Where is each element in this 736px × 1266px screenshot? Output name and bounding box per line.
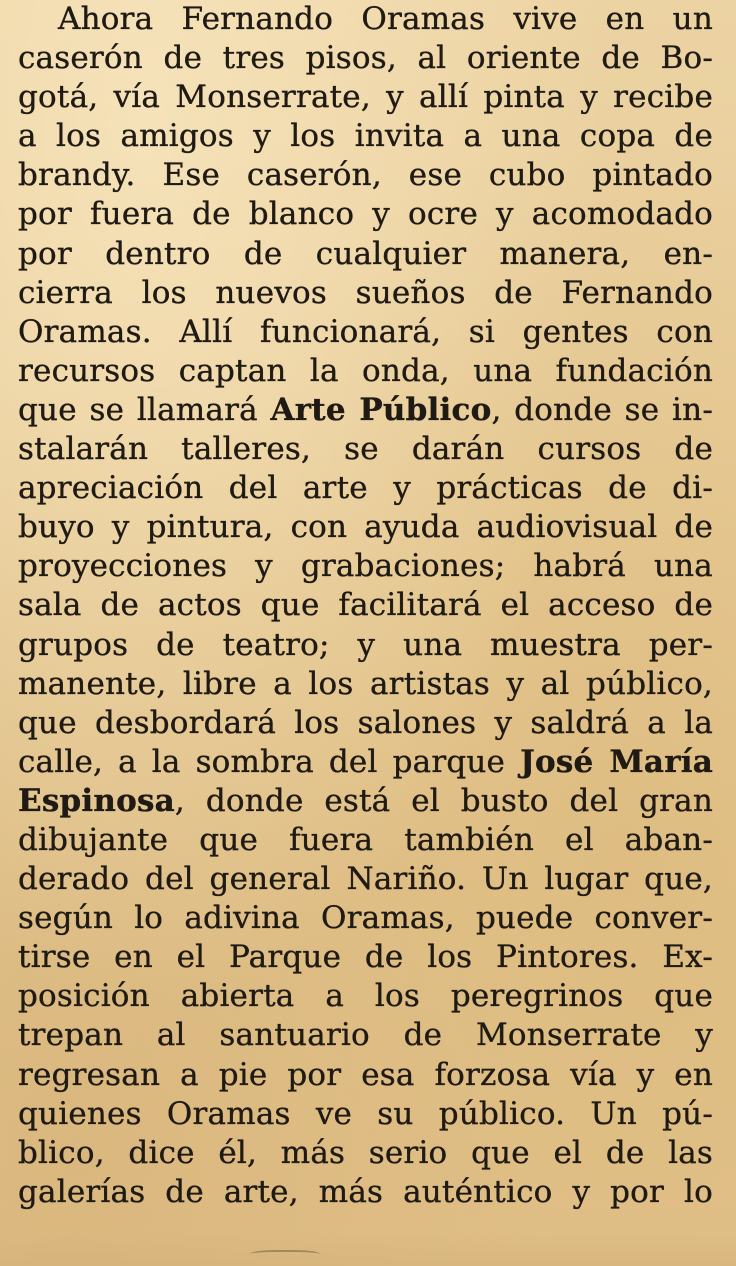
article-line-20: [18, 743, 713, 782]
article-line-2: caserón de tres pisos, al oriente de Bo-: [18, 40, 713, 77]
foundation-name: Arte Público: [270, 391, 492, 428]
article-line-15: proyecciones y grabaciones; habrá una: [18, 548, 713, 585]
article-line-1: Ahora Fernando Oramas vive en un: [58, 1, 713, 37]
paper-edge-shading: [0, 1232, 736, 1266]
article-line-13: apreciación del arte y prácticas de di-: [18, 470, 713, 507]
ink-scrap-mark: [250, 1250, 320, 1260]
park-name-last: Espinosa: [18, 782, 175, 819]
article-line-16: sala de actos que facilitará el acceso de: [18, 587, 713, 624]
article-line-6: por fuera de blanco y ocre y acomodado: [18, 196, 713, 233]
article-line-11-tail: , donde se in-: [491, 391, 713, 428]
article-line-29: quienes Oramas ve su público. Un pú-: [18, 1095, 713, 1132]
article-line-21-tail: , donde está el busto del gran: [174, 782, 713, 819]
article-line-8: cierra los nuevos sueños de Fernando: [18, 274, 713, 311]
park-name-first: José María: [520, 743, 713, 780]
article-line-20-head: calle, a la sombra del parque: [18, 743, 521, 780]
article-line-17: grupos de teatro; y una muestra per-: [18, 626, 713, 663]
article-line-28: regresan a pie por esa forzosa vía y en: [18, 1056, 713, 1093]
article-line-31: galerías de arte, más auténtico y por lo: [18, 1173, 713, 1210]
article-line-10: recursos captan la onda, una fundación: [18, 352, 713, 389]
article-line-27: trepan al santuario de Monserrate y: [18, 1017, 713, 1054]
article-line-7: por dentro de cualquier manera, en-: [18, 235, 713, 272]
article-line-26: posición abierta a los peregrinos que: [18, 978, 713, 1015]
article-line-5: brandy. Ese caserón, ese cubo pintado: [18, 157, 713, 194]
article-line-9: Oramas. Allí funcionará, si gentes con: [18, 313, 713, 350]
article-line-23: derado del general Nariño. Un lugar que,: [18, 861, 713, 898]
article-line-24: según lo adivina Oramas, puede conver-: [18, 900, 713, 937]
article-line-12: stalarán talleres, se darán cursos de: [18, 431, 713, 468]
article-line-30: blico, dice él, más serio que el de las: [18, 1134, 713, 1171]
article-line-25: tirse en el Parque de los Pintores. Ex-: [18, 939, 713, 976]
article-line-21: [18, 782, 713, 821]
article-line-3: gotá, vía Monserrate, y allí pinta y recibe: [18, 79, 713, 116]
article-line-19: que desbordará los salones y saldrá a la: [18, 704, 713, 741]
article-line-11: [18, 391, 713, 430]
article-column: [18, 0, 713, 1212]
article-line-18: manente, libre a los artistas y al público,: [18, 665, 713, 702]
article-line-14: buyo y pintura, con ayuda audiovisual de: [18, 509, 713, 546]
article-line-22: dibujante que fuera también el aban-: [18, 821, 713, 858]
article-line-4: a los amigos y los invita a una copa de: [18, 118, 713, 155]
article-line-11-head: que se llamará: [18, 391, 271, 428]
